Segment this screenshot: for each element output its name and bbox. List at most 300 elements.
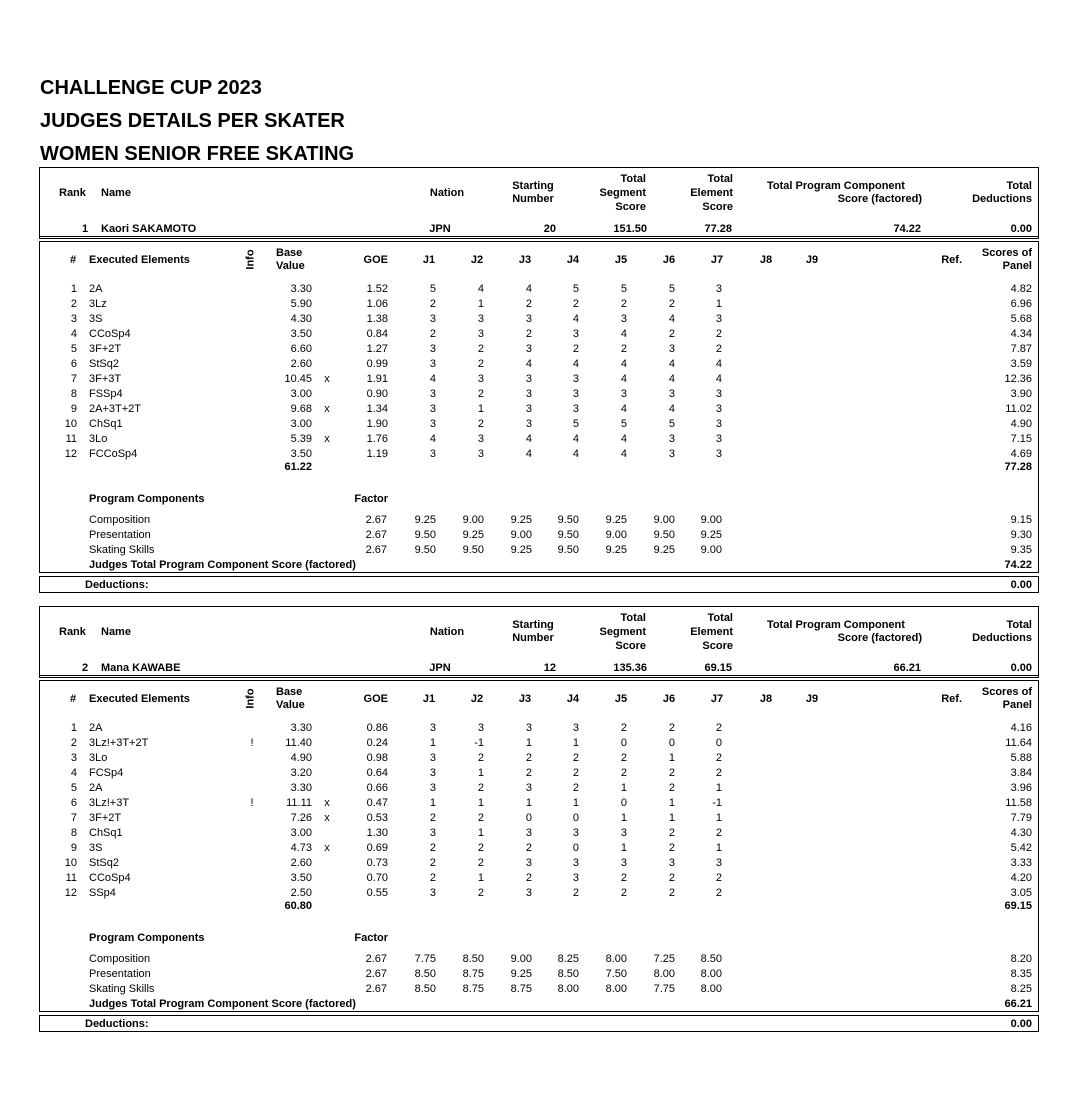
element-number: 8: [70, 388, 77, 400]
element-panel-score: 11.02: [1005, 403, 1032, 415]
element-judge-score: 0: [525, 812, 532, 824]
element-judge-score: 3: [477, 448, 484, 460]
element-base-value: 2.60: [290, 857, 312, 869]
element-judge-score: 2: [572, 887, 579, 899]
element-judge-score: 3: [525, 827, 532, 839]
element-judge-score: 3: [572, 857, 579, 869]
element-panel-score: 3.90: [1010, 388, 1032, 400]
summary-divider: [39, 675, 1039, 676]
element-name: 2A: [89, 722, 103, 734]
header-judge: J3: [518, 693, 532, 705]
component-factor: 2.67: [365, 983, 387, 995]
element-goe: 1.52: [366, 283, 388, 295]
component-judge-score: 9.25: [653, 544, 675, 556]
element-judge-score: 2: [668, 842, 675, 854]
element-bonus-marker: x: [324, 797, 330, 809]
deductions-box: [39, 1015, 1039, 1032]
element-base-value: 2.60: [290, 358, 312, 370]
header-tss: Segment: [599, 187, 646, 199]
component-judge-score: 7.25: [653, 953, 675, 965]
element-goe: 1.06: [366, 298, 388, 310]
element-base-value: 2.50: [290, 887, 312, 899]
header-deductions: Total: [1006, 180, 1032, 192]
skater-deductions: 0.00: [1010, 662, 1032, 674]
element-judge-score: 5: [620, 283, 627, 295]
header-judge: J3: [518, 254, 532, 266]
skater-rank: 1: [82, 223, 89, 235]
summary-divider: [39, 236, 1039, 237]
element-bonus-marker: x: [324, 812, 330, 824]
element-judge-score: 3: [429, 343, 436, 355]
element-judge-score: 2: [477, 752, 484, 764]
element-judge-score: 2: [572, 298, 579, 310]
element-judge-score: 3: [620, 827, 627, 839]
element-judge-score: 1: [668, 797, 675, 809]
element-name: StSq2: [89, 857, 119, 869]
element-judge-score: 0: [668, 737, 675, 749]
element-judge-score: 1: [572, 797, 579, 809]
element-judge-score: -1: [474, 737, 484, 749]
report-title-type: JUDGES DETAILS PER SKATER: [40, 110, 345, 132]
header-tes: Total: [707, 173, 733, 185]
element-judge-score: 3: [429, 358, 436, 370]
element-judge-score: 3: [572, 722, 579, 734]
component-panel-score: 8.35: [1010, 968, 1032, 980]
element-judge-score: 2: [620, 887, 627, 899]
element-judge-score: 2: [477, 857, 484, 869]
component-judge-score: 7.75: [414, 953, 436, 965]
element-judge-score: 3: [715, 388, 722, 400]
header-executed-elements: Executed Elements: [89, 693, 190, 705]
component-judge-score: 9.00: [700, 544, 722, 556]
element-goe: 0.99: [366, 358, 388, 370]
component-name: Skating Skills: [89, 983, 155, 995]
element-judge-score: 2: [572, 767, 579, 779]
element-judge-score: 4: [620, 433, 627, 445]
element-judge-score: 2: [620, 767, 627, 779]
header-goe: GOE: [363, 254, 388, 266]
element-number: 7: [70, 373, 77, 385]
element-base-value: 3.50: [290, 448, 312, 460]
element-panel-score: 3.96: [1010, 782, 1032, 794]
element-panel-score: 4.90: [1010, 418, 1032, 430]
deductions-value: 0.00: [1010, 1018, 1032, 1030]
element-judge-score: 2: [525, 842, 532, 854]
element-panel-score: 4.30: [1010, 827, 1032, 839]
header-judge: J2: [470, 254, 484, 266]
element-judge-score: 3: [429, 418, 436, 430]
component-judge-score: 9.25: [605, 544, 627, 556]
element-goe: 0.73: [366, 857, 388, 869]
element-judge-score: 4: [525, 448, 532, 460]
element-goe: 0.70: [366, 872, 388, 884]
element-goe: 0.53: [366, 812, 388, 824]
header-judge: J1: [422, 254, 436, 266]
element-judge-score: 1: [715, 298, 722, 310]
element-name: StSq2: [89, 358, 119, 370]
element-number: 8: [70, 827, 77, 839]
component-panel-score: 9.15: [1010, 514, 1032, 526]
skater-start: 20: [543, 223, 556, 235]
element-name: FCCoSp4: [89, 448, 138, 460]
component-judge-score: 7.50: [605, 968, 627, 980]
element-judge-score: 3: [525, 857, 532, 869]
element-judge-score: 1: [715, 782, 722, 794]
element-judge-score: 2: [525, 767, 532, 779]
element-judge-score: 4: [668, 313, 675, 325]
element-base-value: 7.26: [290, 812, 312, 824]
element-judge-score: 2: [477, 782, 484, 794]
element-name: 3F+3T: [89, 373, 122, 385]
element-goe: 0.55: [366, 887, 388, 899]
element-number: 12: [64, 887, 77, 899]
element-judge-score: 2: [429, 872, 436, 884]
element-number: 10: [64, 418, 77, 430]
element-panel-score: 3.84: [1010, 767, 1032, 779]
element-judge-score: 3: [620, 313, 627, 325]
skater-name: Kaori SAKAMOTO: [101, 223, 197, 235]
deductions-value: 0.00: [1010, 579, 1032, 591]
elements-score-total: 69.15: [1004, 900, 1032, 912]
skater-nation: JPN: [429, 223, 451, 235]
component-judge-score: 9.50: [557, 544, 579, 556]
header-base-value: Base: [276, 247, 303, 259]
element-judge-score: 0: [572, 812, 579, 824]
component-name: Presentation: [89, 529, 151, 541]
elements-score-total: 77.28: [1004, 461, 1032, 473]
element-name: 3S: [89, 842, 103, 854]
skater-tss: 135.36: [613, 662, 647, 674]
header-starting: Number: [512, 632, 554, 644]
element-judge-score: 3: [715, 283, 722, 295]
header-program-components: Program Components: [89, 493, 205, 505]
element-goe: 0.24: [366, 737, 388, 749]
element-name: 3S: [89, 313, 103, 325]
element-panel-score: 5.68: [1010, 313, 1032, 325]
element-number: 9: [70, 403, 77, 415]
element-judge-score: 2: [477, 358, 484, 370]
element-base-value: 5.90: [290, 298, 312, 310]
component-judge-score: 8.50: [700, 953, 722, 965]
element-goe: 1.90: [366, 418, 388, 430]
header-pcs: Score (factored): [837, 632, 922, 644]
element-judge-score: 3: [429, 388, 436, 400]
element-judge-score: 2: [620, 298, 627, 310]
element-judge-score: 3: [572, 373, 579, 385]
element-name: 3Lz: [89, 298, 107, 310]
element-judge-score: 2: [668, 767, 675, 779]
header-judge: J6: [662, 693, 676, 705]
component-factor: 2.67: [365, 953, 387, 965]
element-judge-score: 5: [572, 418, 579, 430]
element-judge-score: 2: [525, 298, 532, 310]
element-judge-score: 3: [525, 313, 532, 325]
element-judge-score: 3: [715, 857, 722, 869]
element-judge-score: 2: [620, 752, 627, 764]
component-factor: 2.67: [365, 529, 387, 541]
element-base-value: 3.50: [290, 872, 312, 884]
element-judge-score: 2: [715, 752, 722, 764]
element-goe: 0.64: [366, 767, 388, 779]
element-panel-score: 7.15: [1010, 433, 1032, 445]
element-judge-score: 2: [620, 343, 627, 355]
header-tes: Element: [690, 187, 733, 199]
element-judge-score: 2: [668, 722, 675, 734]
element-judge-score: 2: [429, 812, 436, 824]
header-judge: J7: [710, 254, 724, 266]
element-judge-score: 1: [715, 812, 722, 824]
component-judge-score: 9.25: [510, 544, 532, 556]
element-goe: 1.76: [366, 433, 388, 445]
element-judge-score: 2: [668, 782, 675, 794]
element-number: 10: [64, 857, 77, 869]
element-base-value: 6.60: [290, 343, 312, 355]
element-judge-score: 0: [715, 737, 722, 749]
element-judge-score: 3: [477, 722, 484, 734]
element-judge-score: 3: [715, 433, 722, 445]
element-judge-score: 3: [525, 722, 532, 734]
component-judge-score: 8.50: [414, 983, 436, 995]
header-rank: Rank: [59, 626, 86, 638]
judges-total-pcs-label: Judges Total Program Component Score (factored): [89, 559, 356, 571]
element-panel-score: 6.96: [1010, 298, 1032, 310]
element-base-value: 3.00: [290, 418, 312, 430]
element-judge-score: 2: [477, 812, 484, 824]
element-number: 6: [70, 358, 77, 370]
component-judge-score: 8.50: [414, 968, 436, 980]
element-judge-score: 3: [525, 373, 532, 385]
element-judge-score: 3: [429, 313, 436, 325]
element-judge-score: 3: [715, 448, 722, 460]
element-judge-score: 1: [620, 782, 627, 794]
element-number: 2: [70, 737, 77, 749]
header-starting: Starting: [512, 619, 554, 631]
element-judge-score: 2: [668, 328, 675, 340]
element-name: 2A+3T+2T: [89, 403, 141, 415]
element-name: CCoSp4: [89, 872, 131, 884]
element-judge-score: 1: [668, 752, 675, 764]
element-judge-score: 4: [429, 373, 436, 385]
judges-total-pcs-label: Judges Total Program Component Score (factored): [89, 998, 356, 1010]
element-judge-score: 3: [429, 722, 436, 734]
header-judge: J7: [710, 693, 724, 705]
header-tss: Total: [620, 612, 646, 624]
element-judge-score: 2: [620, 722, 627, 734]
element-judge-score: 3: [429, 752, 436, 764]
deductions-label: Deductions:: [85, 579, 149, 591]
element-panel-score: 3.59: [1010, 358, 1032, 370]
element-judge-score: 2: [668, 887, 675, 899]
element-judge-score: 3: [429, 767, 436, 779]
header-judge: J4: [566, 693, 580, 705]
element-judge-score: 2: [620, 872, 627, 884]
header-number: #: [69, 254, 77, 266]
component-panel-score: 8.25: [1010, 983, 1032, 995]
header-judge: J6: [662, 254, 676, 266]
element-judge-score: 1: [477, 403, 484, 415]
element-number: 3: [70, 752, 77, 764]
element-goe: 1.19: [366, 448, 388, 460]
element-judge-score: 2: [477, 418, 484, 430]
element-judge-score: 1: [525, 797, 532, 809]
element-goe: 1.38: [366, 313, 388, 325]
element-name: 2A: [89, 782, 103, 794]
element-judge-score: 4: [715, 358, 722, 370]
element-goe: 0.84: [366, 328, 388, 340]
skater-nation: JPN: [429, 662, 451, 674]
component-judge-score: 8.50: [462, 953, 484, 965]
element-name: 3Lo: [89, 752, 108, 764]
element-judge-score: 0: [620, 737, 627, 749]
element-goe: 1.34: [366, 403, 388, 415]
component-judge-score: 8.00: [605, 983, 627, 995]
element-info-flag: !: [250, 797, 254, 809]
element-judge-score: 1: [477, 298, 484, 310]
header-judge: J8: [759, 693, 773, 705]
header-scores-of-panel: Panel: [1002, 260, 1032, 272]
element-bonus-marker: x: [324, 842, 330, 854]
component-judge-score: 9.25: [414, 514, 436, 526]
element-judge-score: 3: [572, 388, 579, 400]
element-judge-score: 0: [620, 797, 627, 809]
element-judge-score: 2: [715, 887, 722, 899]
element-judge-score: 0: [572, 842, 579, 854]
element-judge-score: 3: [620, 388, 627, 400]
element-name: ChSq1: [89, 827, 123, 839]
header-tes: Total: [707, 612, 733, 624]
element-judge-score: 1: [715, 842, 722, 854]
header-judge: J9: [805, 254, 819, 266]
skater-tss: 151.50: [613, 223, 647, 235]
component-panel-score: 9.30: [1010, 529, 1032, 541]
element-panel-score: 4.82: [1010, 283, 1032, 295]
element-bonus-marker: x: [324, 373, 330, 385]
header-info: Info: [244, 688, 257, 709]
element-base-value: 4.73: [290, 842, 312, 854]
element-name: 3F+2T: [89, 812, 122, 824]
component-judge-score: 8.50: [557, 968, 579, 980]
element-number: 7: [70, 812, 77, 824]
header-judge: J5: [614, 254, 628, 266]
deductions-box: [39, 576, 1039, 593]
header-tes: Score: [702, 640, 733, 652]
element-judge-score: 4: [525, 283, 532, 295]
element-judge-score: 3: [525, 403, 532, 415]
element-name: FSSp4: [89, 388, 123, 400]
element-judge-score: 2: [715, 827, 722, 839]
header-judge: J9: [805, 693, 819, 705]
element-judge-score: 3: [429, 448, 436, 460]
element-base-value: 11.11: [286, 797, 312, 809]
element-judge-score: 4: [525, 433, 532, 445]
element-judge-score: 3: [572, 872, 579, 884]
element-judge-score: 1: [477, 827, 484, 839]
element-judge-score: 4: [572, 433, 579, 445]
header-rank: Rank: [59, 187, 86, 199]
component-name: Presentation: [89, 968, 151, 980]
element-judge-score: 3: [429, 887, 436, 899]
component-name: Skating Skills: [89, 544, 155, 556]
element-judge-score: 3: [525, 343, 532, 355]
element-judge-score: 3: [525, 887, 532, 899]
element-judge-score: 2: [572, 782, 579, 794]
element-judge-score: 2: [525, 752, 532, 764]
element-judge-score: 3: [525, 388, 532, 400]
element-judge-score: 4: [620, 358, 627, 370]
element-judge-score: 1: [620, 842, 627, 854]
element-judge-score: 3: [429, 827, 436, 839]
element-number: 3: [70, 313, 77, 325]
component-judge-score: 9.00: [462, 514, 484, 526]
skater-tes: 77.28: [704, 223, 732, 235]
element-goe: 0.69: [366, 842, 388, 854]
skater-rank: 2: [82, 662, 89, 674]
element-judge-score: 1: [620, 812, 627, 824]
header-tes: Element: [690, 626, 733, 638]
element-judge-score: 3: [525, 418, 532, 430]
component-judge-score: 9.50: [414, 529, 436, 541]
element-judge-score: 5: [572, 283, 579, 295]
header-tss: Segment: [599, 626, 646, 638]
component-judge-score: 8.75: [462, 968, 484, 980]
element-judge-score: 2: [477, 887, 484, 899]
element-judge-score: 2: [429, 842, 436, 854]
element-judge-score: 2: [477, 842, 484, 854]
header-goe: GOE: [363, 693, 388, 705]
element-judge-score: 2: [525, 328, 532, 340]
header-executed-elements: Executed Elements: [89, 254, 190, 266]
element-name: 3Lz!+3T: [89, 797, 130, 809]
element-judge-score: 4: [620, 403, 627, 415]
element-number: 9: [70, 842, 77, 854]
component-judge-score: 9.00: [510, 529, 532, 541]
header-tss: Score: [615, 640, 646, 652]
judges-total-pcs-value: 66.21: [1004, 998, 1032, 1010]
element-judge-score: 4: [668, 373, 675, 385]
header-pcs: Total Program Component: [767, 619, 905, 631]
component-judge-score: 9.00: [605, 529, 627, 541]
element-base-value: 3.50: [290, 328, 312, 340]
component-judge-score: 9.00: [700, 514, 722, 526]
element-base-value: 4.90: [290, 752, 312, 764]
element-goe: 0.86: [366, 722, 388, 734]
element-judge-score: 5: [620, 418, 627, 430]
header-tes: Score: [702, 201, 733, 213]
element-judge-score: -1: [712, 797, 722, 809]
header-scores-of-panel: Scores of: [981, 247, 1032, 259]
header-starting: Starting: [512, 180, 554, 192]
element-base-value: 3.30: [290, 782, 312, 794]
element-name: ChSq1: [89, 418, 123, 430]
component-name: Composition: [89, 953, 151, 965]
element-judge-score: 5: [668, 418, 675, 430]
element-judge-score: 4: [715, 373, 722, 385]
component-judge-score: 9.50: [653, 529, 675, 541]
component-judge-score: 9.00: [653, 514, 675, 526]
header-nation: Nation: [429, 626, 465, 638]
element-judge-score: 1: [668, 812, 675, 824]
element-number: 12: [64, 448, 77, 460]
component-judge-score: 9.25: [510, 514, 532, 526]
element-judge-score: 2: [429, 328, 436, 340]
element-number: 4: [70, 767, 77, 779]
component-judge-score: 8.00: [653, 968, 675, 980]
element-judge-score: 5: [668, 283, 675, 295]
component-judge-score: 7.75: [653, 983, 675, 995]
header-tss: Total: [620, 173, 646, 185]
element-bonus-marker: x: [324, 403, 330, 415]
element-name: 2A: [89, 283, 103, 295]
